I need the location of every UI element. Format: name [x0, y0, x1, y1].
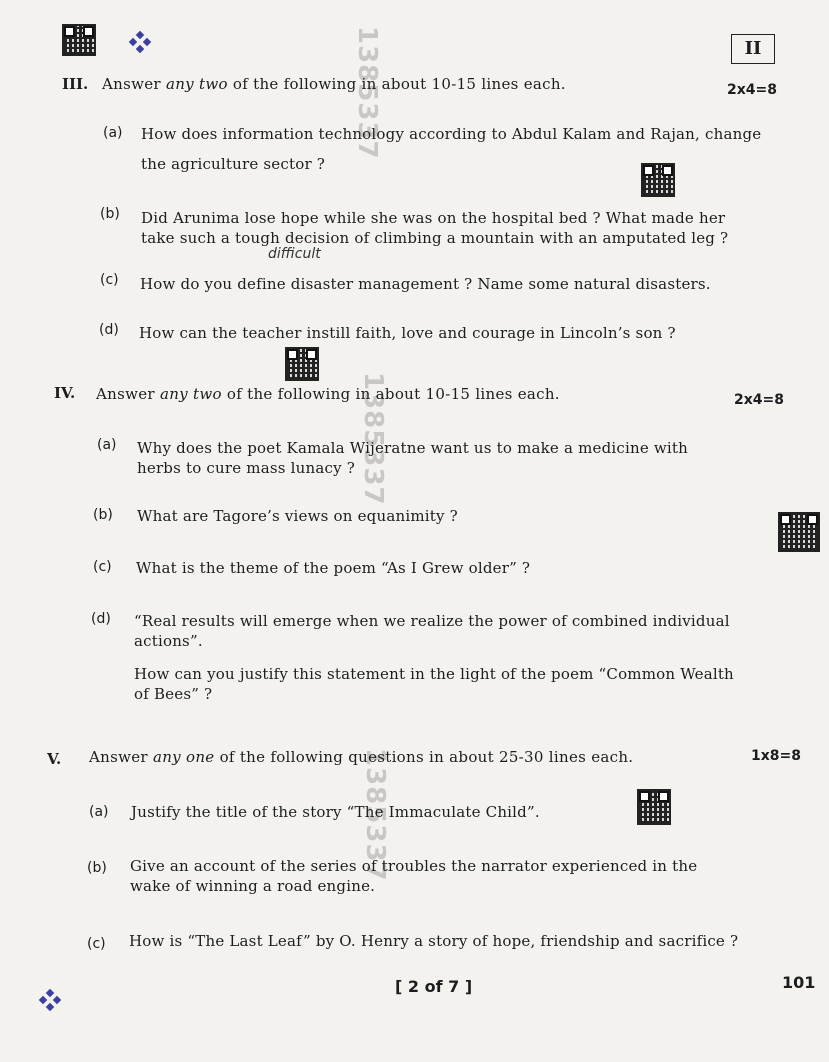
qr-code: [637, 789, 671, 825]
question-label: (d): [91, 611, 111, 627]
watermark-number: 1385337: [360, 748, 390, 882]
section-marks: 1x8=8: [751, 748, 801, 764]
question-text: Did Arunima lose hope while she was on the hospital bed ? What made her take such a tough decision of climbing a mountain with an amputated leg ?: [141, 209, 729, 247]
question-label: (a): [103, 125, 123, 141]
section-instruction: Answer any two of the following in about 10-15 lines each.: [102, 75, 566, 93]
question-label: (b): [93, 507, 113, 523]
section-marks: 2x4=8: [734, 392, 784, 408]
page-code-box: II: [731, 34, 775, 64]
question-text: Justify the title of the story “The Immaculate Child”.: [131, 803, 540, 821]
qr-code: [778, 512, 820, 552]
diamond-ornament-icon: [40, 990, 60, 1010]
diamond-ornament-icon: [130, 32, 150, 52]
question-text: Why does the poet Kamala Wijeratne want us to make a medicine with herbs to cure mass lunacy ?: [137, 439, 689, 477]
paper-code: 101: [782, 973, 816, 992]
question-label: (c): [87, 936, 106, 952]
question-text: How do you define disaster management ? Name some natural disasters.: [140, 275, 711, 293]
question-text: How is “The Last Leaf” by O. Henry a story of hope, friendship and sacrifice ?: [129, 932, 739, 950]
page-indicator: [ 2 of 7 ]: [395, 977, 473, 996]
handwritten-note: difficult: [268, 246, 321, 262]
question-text: What are Tagore’s views on equanimity ?: [137, 507, 458, 525]
question-text: “Real results will emerge when we realize the power of combined individual actions”. How can you justify this statement in the light of the poem “Common Wealth of Bees” ?: [134, 612, 734, 703]
question-text: Give an account of the series of troubles the narrator experienced in the wake of winning a road engine.: [130, 857, 698, 895]
section-number: V.: [47, 750, 62, 768]
question-label: (c): [100, 272, 119, 288]
question-label: (a): [89, 804, 109, 820]
question-text: How does information technology according to Abdul Kalam and Rajan, change the agriculture sector ?: [141, 125, 762, 173]
question-text: How can the teacher instill faith, love and courage in Lincoln’s son ?: [139, 324, 676, 342]
qr-code-top-left: [62, 24, 96, 56]
question-label: (d): [99, 322, 119, 338]
section-instruction: Answer any one of the following questions in about 25-30 lines each.: [89, 748, 634, 766]
section-number: IV.: [54, 384, 76, 402]
question-label: (a): [97, 437, 117, 453]
question-label: (b): [87, 860, 107, 876]
watermark-number: 1385337: [358, 372, 388, 506]
question-text: What is the theme of the poem “As I Grew older” ?: [136, 559, 531, 577]
section-number: III.: [62, 75, 89, 93]
watermark-number: 1385337: [352, 26, 382, 160]
section-marks: 2x4=8: [727, 82, 777, 98]
qr-code: [285, 347, 319, 381]
question-label: (c): [93, 559, 112, 575]
section-instruction: Answer any two of the following in about 10-15 lines each.: [96, 385, 560, 403]
question-label: (b): [100, 206, 120, 222]
